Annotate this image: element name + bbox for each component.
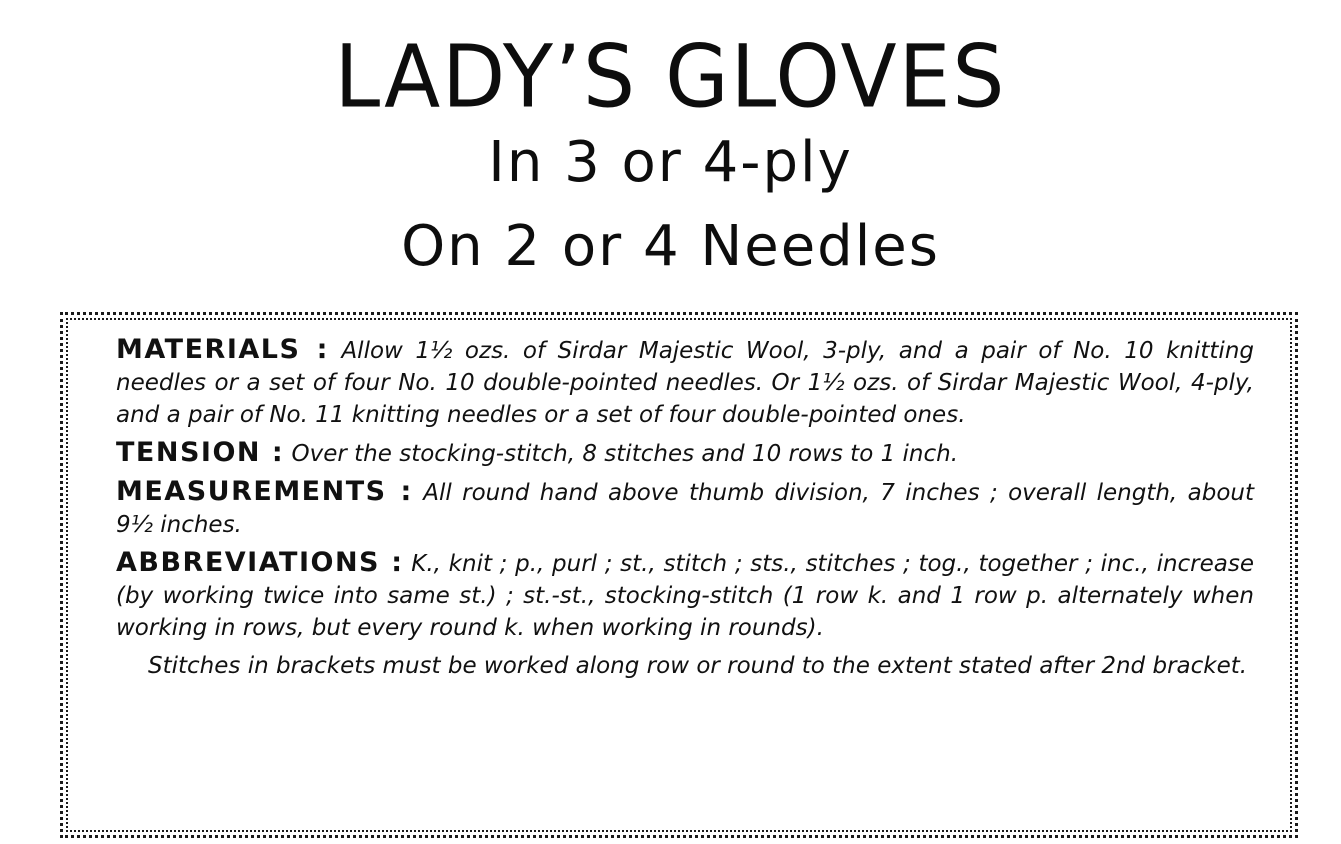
brackets-note: Stitches in brackets must be worked along row or round to the extent stated after 2nd bracket.	[148, 653, 1248, 679]
materials-heading: MATERIALS :	[116, 334, 329, 365]
measurements-section	[116, 476, 1254, 541]
abbreviations-text: K., knit ; p., purl ; st., stitch ; sts., stitches ; tog., together ; inc., increase (by working twice into same st.) ; st.-st., stocking-stitch (1 row k. and 1 row p. alternately when working in rows, but every round k. when working in rounds).	[116, 551, 1255, 641]
materials-text: Allow 1½ ozs. of Sirdar Majestic Wool, 3-ply, and a pair of No. 10 knitting needles or a set of four No. 10 double-pointed needles. Or 1½ ozs. of Sirdar Majestic Wool, 4-ply, and a pair of No. 11 knitting needles or a set of four double-pointed ones.	[116, 338, 1254, 428]
measurements-text: All round hand above thumb division, 7 inches ; overall length, about 9½ inches.	[116, 480, 1254, 538]
tension-heading: TENSION :	[116, 437, 285, 468]
tension-section	[116, 437, 1254, 470]
materials-section	[116, 334, 1254, 431]
pattern-subtitle-needles: On 2 or 4 Needles	[401, 214, 940, 279]
tension-text: Over the stocking-stitch, 8 stitches and 10 rows to 1 inch.	[291, 441, 959, 467]
pattern-details	[116, 334, 1254, 682]
measurements-heading: MEASUREMENTS :	[116, 476, 413, 507]
abbreviations-heading: ABBREVIATIONS :	[116, 547, 404, 578]
pattern-subtitle-ply: In 3 or 4-ply	[488, 130, 853, 195]
abbreviations-section	[116, 547, 1254, 644]
pattern-title: LADY’S GLOVES	[334, 27, 1007, 128]
